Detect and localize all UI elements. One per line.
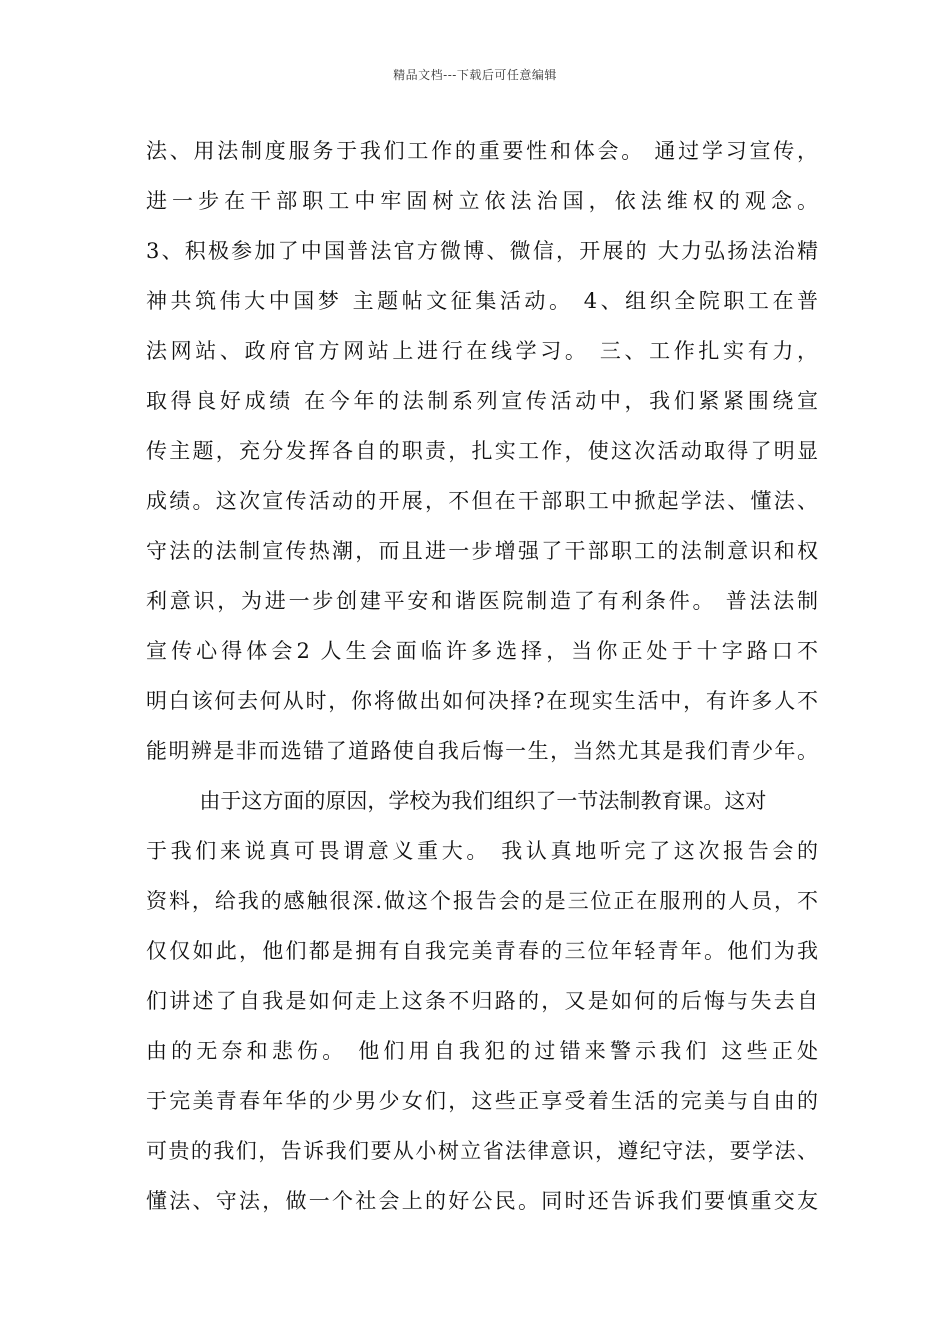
text-line: 3、积极参加了中国普法官方微博、微信，开展的 大力弘扬法治精 — [146, 239, 818, 263]
text-line: 于完美青春年华的少男少女们，这些正享受着生活的完美与自由的 — [146, 1089, 818, 1113]
text-line: 明白该何去何从时，你将做出如何决择?在现实生活中，有许多人不 — [146, 689, 818, 713]
text-line: 成绩。这次宣传活动的开展，不但在干部职工中掀起学法、懂法、 — [146, 489, 818, 513]
text-line: 可贵的我们，告诉我们要从小树立省法律意识，遵纪守法，要学法、 — [146, 1139, 818, 1163]
text-line: 传主题，充分发挥各自的职责，扎实工作，使这次活动取得了明显 — [146, 439, 818, 463]
text-line: 法、用法制度服务于我们工作的重要性和体会。 通过学习宣传， — [146, 139, 818, 163]
text-line: 由的无奈和悲伤。 他们用自我犯的过错来警示我们 这些正处 — [146, 1039, 818, 1063]
text-line: 进一步在干部职工中牢固树立依法治国，依法维权的观念。 — [146, 189, 818, 213]
text-line: 能明辨是非而选错了道路使自我后悔一生，当然尤其是我们青少年。 — [146, 739, 818, 763]
page-header: 精品文档---下载后可任意编辑 — [393, 68, 557, 82]
text-line: 利意识，为进一步创建平安和谐医院制造了有利条件。 普法法制 — [146, 589, 818, 613]
text-line: 懂法、守法，做一个社会上的好公民。同时还告诉我们要慎重交友 — [146, 1189, 818, 1213]
text-line: 法网站、政府官方网站上进行在线学习。 三、工作扎实有力， — [146, 339, 818, 363]
text-line: 资料，给我的感触很深.做这个报告会的是三位正在服刑的人员，不 — [146, 889, 818, 913]
text-line: 于我们来说真可畏谓意义重大。 我认真地听完了这次报告会的 — [146, 839, 818, 863]
text-line: 仅仅如此，他们都是拥有自我完美青春的三位年轻青年。他们为我 — [146, 939, 818, 963]
text-line: 神共筑伟大中国梦 主题帖文征集活动。 4、组织全院职工在普 — [146, 289, 818, 313]
text-line: 们讲述了自我是如何走上这条不归路的，又是如何的后悔与失去自 — [146, 989, 818, 1013]
text-line: 守法的法制宣传热潮，而且进一步增强了干部职工的法制意识和权 — [146, 539, 818, 563]
text-line: 宣传心得体会2 人生会面临许多选择，当你正处于十字路口不 — [146, 639, 818, 663]
text-line: 取得良好成绩 在今年的法制系列宣传活动中，我们紧紧围绕宣 — [146, 389, 818, 413]
body-text — [146, 131, 818, 1231]
text-line: 由于这方面的原因，学校为我们组织了一节法制教育课。这对 — [146, 789, 767, 813]
